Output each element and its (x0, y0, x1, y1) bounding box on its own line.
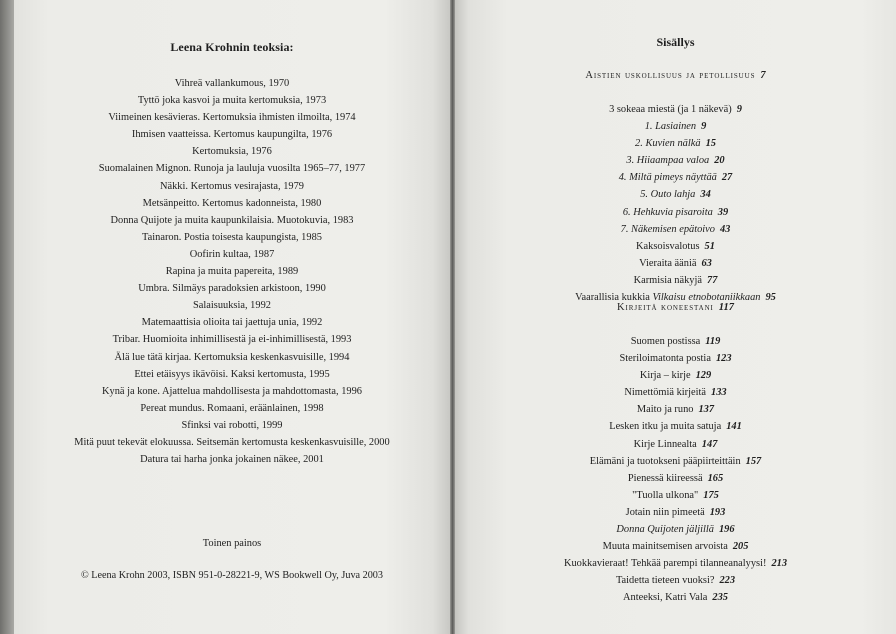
entry-title: "Tuolla ulkona" (632, 489, 699, 501)
entry-title: Maito ja runo (636, 404, 694, 416)
toc-entry (455, 238, 896, 255)
entry-title: Nimettömiä kirjeitä (624, 387, 707, 399)
entry-title: 4. Miltä pimeys näyttää (618, 172, 717, 184)
entry-page-number: 213 (771, 558, 788, 570)
work-item: Vihreä vallankumous, 1970 (174, 78, 290, 89)
entry-title: Muuta mainitsemisen arvoista (602, 541, 728, 553)
entry-page-number: 27 (721, 172, 733, 184)
work-item: Mitä puut tekevät elokuussa. Seitsemän kertomusta keskenkasvuisille, 2000 (74, 436, 390, 448)
entry-title: 7. Näkemisen epätoivo (620, 223, 715, 235)
work-item: Rapina ja muita papereita, 1989 (165, 266, 299, 278)
entry-page-number: 123 (715, 353, 732, 365)
entry-title: 3. Hiiaampaa valoa (626, 155, 710, 167)
work-item: Pereat mundus. Romaani, eräänlainen, 1998 (140, 402, 324, 414)
entry-title: Kirje Linnealta (633, 438, 697, 450)
part-title: Kirjeitä koneestani (617, 302, 714, 313)
toc-entry (455, 367, 896, 384)
toc-entry (455, 152, 896, 169)
work-item: Metsänpeitto. Kertomus kadonneista, 1980 (142, 197, 322, 209)
part-page-number: 117 (718, 302, 734, 313)
work-item: Datura tai harha jonka jokainen näkee, 2001 (140, 454, 324, 466)
toc-entry (455, 436, 896, 453)
contents-list-part-1 (455, 101, 896, 306)
entry-page-number: 119 (705, 336, 721, 347)
work-item: Umbra. Silmäys paradoksien arkistoon, 1990 (138, 283, 326, 295)
entry-page-number: 165 (707, 472, 724, 484)
toc-entry (455, 487, 896, 504)
entry-page-number: 43 (719, 223, 731, 235)
part-heading (455, 302, 896, 313)
entry-title: Karmisia näkyjä (633, 274, 702, 286)
work-item: Tainaron. Postia toisesta kaupungista, 1985 (142, 231, 322, 243)
toc-entry (455, 504, 896, 521)
entry-page-number: 157 (745, 455, 762, 467)
entry-title: Jotain niin pimeetä (625, 506, 705, 518)
entry-page-number: 63 (701, 257, 712, 269)
toc-entry (455, 401, 896, 418)
entry-page-number: 129 (695, 370, 712, 382)
entry-page-number: 34 (700, 189, 711, 201)
toc-entry (455, 255, 896, 272)
toc-entry (455, 453, 896, 470)
entry-page-number: 175 (703, 489, 719, 501)
copyright-line: © Leena Krohn 2003, ISBN 951-0-28221-9, WS Bookwell Oy, Juva 2003 (80, 570, 383, 581)
entry-title: Kuokkavieraat! Tehkää parempi tilanneanalyysi! (563, 558, 767, 570)
work-item: Kertomuksia, 1976 (192, 146, 272, 158)
work-item: Matemaattisia olioita tai jaettuja unia, 1992 (141, 317, 323, 329)
entry-page-number: 95 (765, 292, 776, 304)
entry-page-number: 137 (698, 404, 715, 416)
toc-entry (455, 418, 896, 435)
entry-title: Pienessä kiireessä (627, 472, 703, 484)
toc-entry (455, 333, 896, 350)
toc-entry (455, 101, 896, 118)
work-item: Tyttö joka kasvoi ja muita kertomuksia, 1973 (137, 95, 327, 107)
entry-title: Donna Quijoten jäljillä (616, 524, 714, 536)
entry-page-number: 20 (714, 155, 725, 167)
entry-subtitle: Vilkaisu etnobotaniikkaan (652, 292, 761, 304)
toc-entry (455, 538, 896, 555)
entry-title: Steriloimatonta postia (619, 353, 711, 365)
work-item: Tribar. Huomioita inhimillisestä ja ei-inhimillisestä, 1993 (112, 334, 352, 346)
entry-title: 3 sokeaa miestä (ja 1 näkevä) (609, 104, 732, 115)
toc-entry (455, 204, 896, 221)
part-title: Aistien uskollisuus ja petollisuus (585, 70, 756, 81)
entry-title: Taidetta tieteen vuoksi? (615, 575, 715, 587)
entry-title: 1. Lasiainen (644, 121, 697, 133)
work-item: Ettei etäisyys ikävöisi. Kaksi kertomusta, 1995 (134, 368, 330, 380)
entry-title: Vaarallisia kukkia (575, 292, 653, 304)
work-item: Ihmisen vaatteissa. Kertomus kaupungilta, 1976 (131, 129, 333, 141)
work-item: Suomalainen Mignon. Runoja ja lauluja vuosilta 1965–77, 1977 (98, 163, 366, 175)
entry-title: 6. Hehkuvia pisaroita (622, 206, 713, 218)
entry-title: Kirja – kirje (639, 370, 691, 382)
entry-title: 2. Kuvien nälkä (635, 138, 701, 150)
work-item: Sfinksi vai robotti, 1999 (181, 419, 283, 431)
entry-title: Lesken itku ja muita satuja (609, 421, 722, 433)
entry-page-number: 9 (736, 104, 742, 115)
toc-entry (455, 555, 896, 572)
toc-entry (455, 589, 896, 606)
toc-entry (455, 350, 896, 367)
edition-note: Toinen painos (202, 538, 262, 549)
contents-list-part-2 (455, 333, 896, 607)
bibliography-heading: Leena Krohnin teoksia: (170, 40, 294, 54)
work-item: Oofirin kultaa, 1987 (189, 248, 275, 260)
entry-page-number: 9 (701, 121, 707, 133)
entry-page-number: 196 (718, 524, 735, 536)
entry-page-number: 15 (705, 138, 716, 150)
toc-entry (455, 186, 896, 203)
work-item: Kynä ja kone. Ajattelua mahdollisesta ja mahdottomasta, 1996 (102, 385, 362, 397)
toc-entry (455, 521, 896, 538)
entry-page-number: 235 (712, 592, 728, 604)
entry-page-number: 77 (707, 274, 718, 286)
toc-entry (455, 384, 896, 401)
entry-page-number: 51 (704, 240, 715, 252)
entry-title: Elämäni ja tuotokseni pääpiirteittäin (589, 455, 741, 467)
part-heading (455, 70, 896, 81)
entry-page-number: 147 (701, 438, 718, 450)
work-item: Älä lue tätä kirjaa. Kertomuksia keskenkasvuisille, 1994 (114, 351, 350, 363)
work-item: Donna Quijote ja muita kaupunkilaisia. Muotokuvia, 1983 (110, 214, 354, 226)
toc-entry (455, 169, 896, 186)
entry-page-number: 39 (717, 206, 729, 218)
toc-entry (455, 272, 896, 289)
contents-heading: Sisällys (656, 35, 695, 49)
entry-title: Kaksoisvalotus (636, 240, 700, 252)
entry-page-number: 193 (709, 506, 726, 518)
work-item: Salaisuuksia, 1992 (193, 300, 271, 312)
entry-page-number: 141 (726, 421, 742, 433)
entry-page-number: 223 (719, 575, 736, 587)
bibliography-list (0, 75, 464, 468)
entry-page-number: 133 (711, 387, 727, 399)
toc-entry (455, 135, 896, 152)
work-item: Viimeinen kesävieras. Kertomuksia ihmisten ilmoilta, 1974 (108, 112, 356, 124)
work-item: Näkki. Kertomus vesirajasta, 1979 (160, 180, 304, 192)
entry-title: 5. Outo lahja (640, 189, 696, 201)
toc-entry (455, 118, 896, 135)
part-page-number: 7 (760, 70, 766, 81)
toc-entry (455, 470, 896, 487)
entry-title: Anteeksi, Katri Vala (623, 592, 708, 604)
toc-entry (455, 572, 896, 589)
entry-page-number: 205 (732, 541, 749, 553)
toc-entry (455, 221, 896, 238)
entry-title: Suomen postissa (630, 336, 701, 347)
entry-title: Vieraita ääniä (639, 257, 697, 269)
